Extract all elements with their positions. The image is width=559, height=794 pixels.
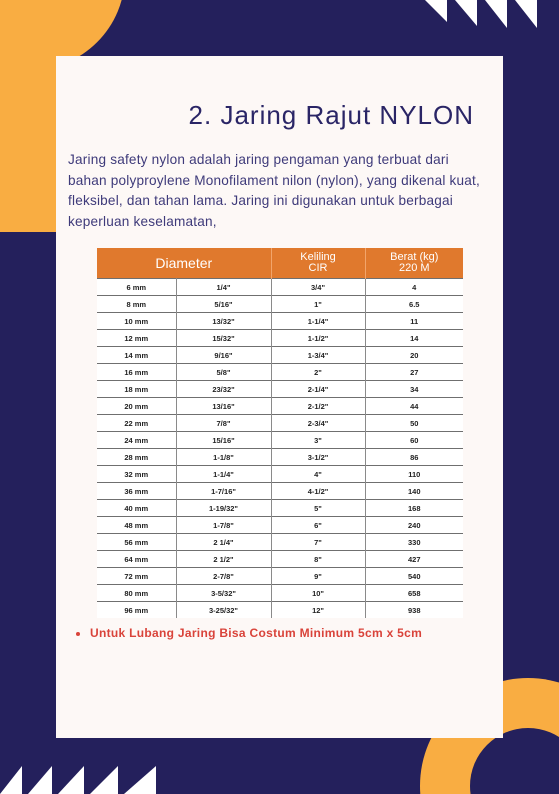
header-berat — [365, 248, 463, 279]
table-row — [97, 551, 463, 568]
table-cell: 72 mm — [97, 568, 176, 585]
table-cell: 5" — [271, 500, 365, 517]
table-cell: 14 — [365, 330, 463, 347]
table-cell: 14 mm — [97, 347, 176, 364]
table-cell: 4 — [365, 279, 463, 296]
table-cell: 6.5 — [365, 296, 463, 313]
table-cell: 48 mm — [97, 517, 176, 534]
table-row — [97, 364, 463, 381]
table-cell: 34 — [365, 381, 463, 398]
table-cell: 6" — [271, 517, 365, 534]
table-cell: 20 mm — [97, 398, 176, 415]
table-cell: 23/32" — [176, 381, 271, 398]
table-cell: 330 — [365, 534, 463, 551]
table-cell: 2-7/8" — [176, 568, 271, 585]
table-cell: 1-1/4" — [176, 466, 271, 483]
table-cell: 2" — [271, 364, 365, 381]
table-cell: 64 mm — [97, 551, 176, 568]
table-cell: 56 mm — [97, 534, 176, 551]
table-cell: 22 mm — [97, 415, 176, 432]
table-cell: 1/4" — [176, 279, 271, 296]
table-cell: 168 — [365, 500, 463, 517]
table-cell: 40 mm — [97, 500, 176, 517]
table-cell: 4-1/2" — [271, 483, 365, 500]
table-cell: 50 — [365, 415, 463, 432]
table-cell: 32 mm — [97, 466, 176, 483]
nylon-spec-table — [97, 248, 463, 618]
table-cell: 938 — [365, 602, 463, 619]
table-cell: 427 — [365, 551, 463, 568]
table-cell: 110 — [365, 466, 463, 483]
table-cell: 2-1/4" — [271, 381, 365, 398]
table-cell: 9/16" — [176, 347, 271, 364]
table-row — [97, 517, 463, 534]
header-berat-line2: 220 M — [398, 262, 430, 274]
table-cell: 1-7/16" — [176, 483, 271, 500]
table-cell: 27 — [365, 364, 463, 381]
description-paragraph: Jaring safety nylon adalah jaring pengaman yang terbuat dari bahan polyproylene Monofilament nilon (nylon), yang dikenal kuat, fleksibel, dan tahan lama. Jaring ini digunakan untuk berbagai keperluan keselamatan, — [68, 152, 480, 229]
header-diameter: Diameter — [97, 248, 271, 279]
table-cell: 5/16" — [176, 296, 271, 313]
table-cell: 240 — [365, 517, 463, 534]
table-cell: 8" — [271, 551, 365, 568]
table-row — [97, 585, 463, 602]
table-cell: 3/4" — [271, 279, 365, 296]
table-row — [97, 415, 463, 432]
table-cell: 2-1/2" — [271, 398, 365, 415]
table-cell: 13/16" — [176, 398, 271, 415]
left-orange-band-decoration — [0, 56, 58, 232]
table-row — [97, 398, 463, 415]
table-cell: 1-7/8" — [176, 517, 271, 534]
bottom-left-zigzag-decoration — [0, 766, 22, 794]
table-cell: 60 — [365, 432, 463, 449]
table-cell: 140 — [365, 483, 463, 500]
table-cell: 8 mm — [97, 296, 176, 313]
table-cell: 7" — [271, 534, 365, 551]
table-cell: 2 1/2" — [176, 551, 271, 568]
table-row — [97, 381, 463, 398]
table-row — [97, 568, 463, 585]
table-cell: 10 mm — [97, 313, 176, 330]
header-berat-line1: Berat (kg) — [390, 251, 439, 263]
table-cell: 1-1/2" — [271, 330, 365, 347]
table-cell: 28 mm — [97, 449, 176, 466]
header-keliling — [271, 248, 365, 279]
header-keliling-line2: CIR — [308, 262, 328, 274]
table-cell: 44 — [365, 398, 463, 415]
table-cell: 15/16" — [176, 432, 271, 449]
table-cell: 1-19/32" — [176, 500, 271, 517]
table-cell: 18 mm — [97, 381, 176, 398]
top-right-zigzag-decoration — [425, 0, 447, 22]
table-cell: 12" — [271, 602, 365, 619]
table-cell: 3-1/2" — [271, 449, 365, 466]
table-cell: 11 — [365, 313, 463, 330]
table-cell: 15/32" — [176, 330, 271, 347]
table-row — [97, 466, 463, 483]
table-cell: 2-3/4" — [271, 415, 365, 432]
table-cell: 12 mm — [97, 330, 176, 347]
table-row — [97, 296, 463, 313]
table-row — [97, 483, 463, 500]
table-row — [97, 330, 463, 347]
table-cell: 10" — [271, 585, 365, 602]
table-cell: 3-25/32" — [176, 602, 271, 619]
table-cell: 96 mm — [97, 602, 176, 619]
table-cell: 36 mm — [97, 483, 176, 500]
table-cell: 540 — [365, 568, 463, 585]
table-cell: 6 mm — [97, 279, 176, 296]
bullet-icon — [76, 632, 80, 636]
table-cell: 1-3/4" — [271, 347, 365, 364]
table-row — [97, 313, 463, 330]
table-cell: 1-1/4" — [271, 313, 365, 330]
table-cell: 1-1/8" — [176, 449, 271, 466]
table-cell: 2 1/4" — [176, 534, 271, 551]
table-cell: 24 mm — [97, 432, 176, 449]
table-row — [97, 534, 463, 551]
page-title: 2. Jaring Rajut NYLON — [188, 100, 474, 130]
table-cell: 13/32" — [176, 313, 271, 330]
table-row — [97, 279, 463, 296]
table-cell: 20 — [365, 347, 463, 364]
table-row — [97, 432, 463, 449]
table-row — [97, 500, 463, 517]
table-cell: 86 — [365, 449, 463, 466]
table-body — [97, 279, 463, 619]
table-cell: 5/8" — [176, 364, 271, 381]
table-header-row — [97, 248, 463, 279]
table-cell: 658 — [365, 585, 463, 602]
header-keliling-line1: Keliling — [300, 251, 336, 263]
table-cell: 1" — [271, 296, 365, 313]
table-cell: 16 mm — [97, 364, 176, 381]
table-row — [97, 347, 463, 364]
table-cell: 3-5/32" — [176, 585, 271, 602]
table-cell: 9" — [271, 568, 365, 585]
table-cell: 4" — [271, 466, 365, 483]
table-row — [97, 449, 463, 466]
note-bullet — [76, 626, 422, 640]
table-cell: 80 mm — [97, 585, 176, 602]
note-text: Untuk Lubang Jaring Bisa Costum Minimum 5cm x 5cm — [90, 626, 423, 640]
table-cell: 3" — [271, 432, 365, 449]
table-row — [97, 602, 463, 619]
table-cell: 7/8" — [176, 415, 271, 432]
